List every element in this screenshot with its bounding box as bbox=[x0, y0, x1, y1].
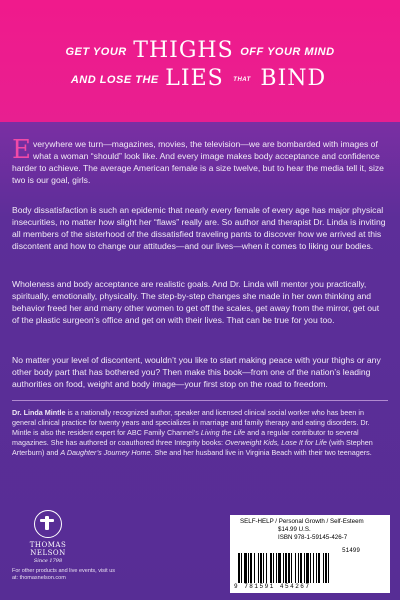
price-label: $14.99 U.S. bbox=[278, 526, 311, 533]
barcode-bar bbox=[258, 553, 259, 583]
barcode-bar bbox=[244, 553, 247, 583]
barcode-bar bbox=[318, 553, 320, 583]
isbn-label: ISBN 978-1-59145-426-7 bbox=[278, 534, 348, 541]
blurb-paragraph-4: No matter your level of discontent, wouldn’t you like to start making peace with your thighs or any other body part that has bothered you? Then make this book—from one of the nation’s leading authorities on food, weight and body image—your first stop on the road to freedom. bbox=[12, 355, 381, 389]
barcode-bar bbox=[310, 553, 311, 583]
barcode-bar bbox=[325, 553, 327, 583]
tagline-emphasis-thighs: THIGHS bbox=[133, 38, 234, 63]
bio-text: (with Stephen Arterburn) and bbox=[12, 438, 373, 457]
publisher-since: Since 1798 bbox=[33, 558, 63, 564]
barcode-bar bbox=[270, 553, 272, 583]
barcode-bar bbox=[323, 553, 324, 583]
publisher-emblem-icon bbox=[34, 510, 62, 538]
publisher-name: THOMAS NELSON bbox=[29, 541, 67, 557]
bio-text: is a nationally recognized author, speaker and licensed clinical social worker who has been in general clinical practice for twenty years and specializes in marriage and family therapy and eating disorders. Dr. Mintle is also the resident expert for ABC Family Channel’s bbox=[12, 408, 370, 437]
barcode-bar bbox=[313, 553, 314, 583]
bio-book-title: Overweight Kids, Lose It for Life bbox=[224, 438, 327, 447]
blurb-paragraph-1 bbox=[12, 135, 387, 186]
barcode-bar bbox=[300, 553, 302, 583]
barcode-bar bbox=[254, 553, 255, 583]
barcode-bar bbox=[328, 553, 329, 583]
barcode-bar bbox=[288, 553, 290, 583]
barcode-bar bbox=[291, 553, 292, 583]
barcode-bar bbox=[295, 553, 296, 583]
barcode-bar bbox=[241, 553, 242, 583]
barcode-bars bbox=[238, 553, 382, 583]
blurb-paragraph-2: Body dissatisfaction is such an epidemic that nearly every female of every age has major physical insecurities, no matter how slight her “flaws” really are. So author and therapist Dr. Linda is inviting all members of the sisterhood of the dissatisfied traveling pants to discover how we arrived at this discontent and how to change our attitudes—and our lives—when it comes to liking our bodies. bbox=[12, 205, 386, 251]
barcode-bar bbox=[250, 553, 252, 583]
barcode-bar bbox=[278, 553, 281, 583]
barcode-bar bbox=[276, 553, 277, 583]
barcode-bar bbox=[248, 553, 249, 583]
drop-cap: E bbox=[12, 135, 31, 165]
bio-text: and a regular contributor to several magazines. She has authored or coauthored three Integrity books: bbox=[12, 428, 359, 447]
barcode-bar bbox=[306, 553, 309, 583]
category-label: SELF-HELP / Personal Growth / Self-Esteem bbox=[240, 518, 364, 525]
barcode-bar bbox=[266, 553, 267, 583]
tagline-emphasis-lies: LIES bbox=[165, 66, 224, 91]
paragraph-text: verywhere we turn—magazines, movies, the television—we are bombarded with images of what a woman “should” look like. And every image makes body acceptance and confidence harder to achieve. The average American female is a size twelve, but to hear the media tell it, size two is our goal, girls. bbox=[12, 139, 384, 185]
barcode-bar bbox=[304, 553, 305, 583]
publisher-note: For other products and live events, visit us at: thomasnelson.com bbox=[12, 568, 116, 581]
tagline-line-2 bbox=[0, 66, 400, 91]
barcode-bar bbox=[316, 553, 317, 583]
barcode-info bbox=[240, 518, 390, 542]
barcode-bar bbox=[285, 553, 287, 583]
publisher-logo bbox=[16, 510, 80, 564]
bio-text: . She and her husband live in Virginia Beach with their two teenagers. bbox=[150, 448, 372, 457]
author-name: Dr. Linda Mintle bbox=[12, 408, 66, 417]
blurb-paragraph-3: Wholeness and body acceptance are realistic goals. And Dr. Linda will mentor you practically, spiritually, emotionally, physically. The step-by-step changes she made in her own thinking and behavior freed her and many other women to get off the scales, get away from the mirror, get out of the plastic surgeon’s office and get on with their lives. That can be true for you too. bbox=[12, 279, 380, 325]
tagline-text: AND LOSE THE bbox=[70, 74, 159, 86]
price-code: 51499 bbox=[342, 547, 361, 554]
tagline-line-1 bbox=[0, 38, 400, 63]
barcode-panel bbox=[230, 515, 390, 593]
barcode-digits: 9 781591 454267 bbox=[234, 583, 311, 590]
barcode-bar bbox=[273, 553, 274, 583]
tagline-small-that: THAT bbox=[233, 77, 251, 83]
bio-book-title: A Daughter’s Journey Home bbox=[60, 448, 151, 457]
tagline-text: GET YOUR bbox=[65, 46, 127, 58]
barcode-bar bbox=[298, 553, 299, 583]
tagline-text: OFF YOUR MIND bbox=[240, 46, 335, 58]
tagline-emphasis-bind: BIND bbox=[260, 66, 327, 91]
barcode-bar bbox=[263, 553, 264, 583]
author-bio bbox=[12, 408, 387, 458]
section-divider bbox=[12, 400, 388, 401]
bio-show-title: Living the Life bbox=[200, 428, 246, 437]
barcode-bar bbox=[283, 553, 284, 583]
barcode-bar bbox=[238, 553, 240, 583]
barcode-bar bbox=[260, 553, 262, 583]
